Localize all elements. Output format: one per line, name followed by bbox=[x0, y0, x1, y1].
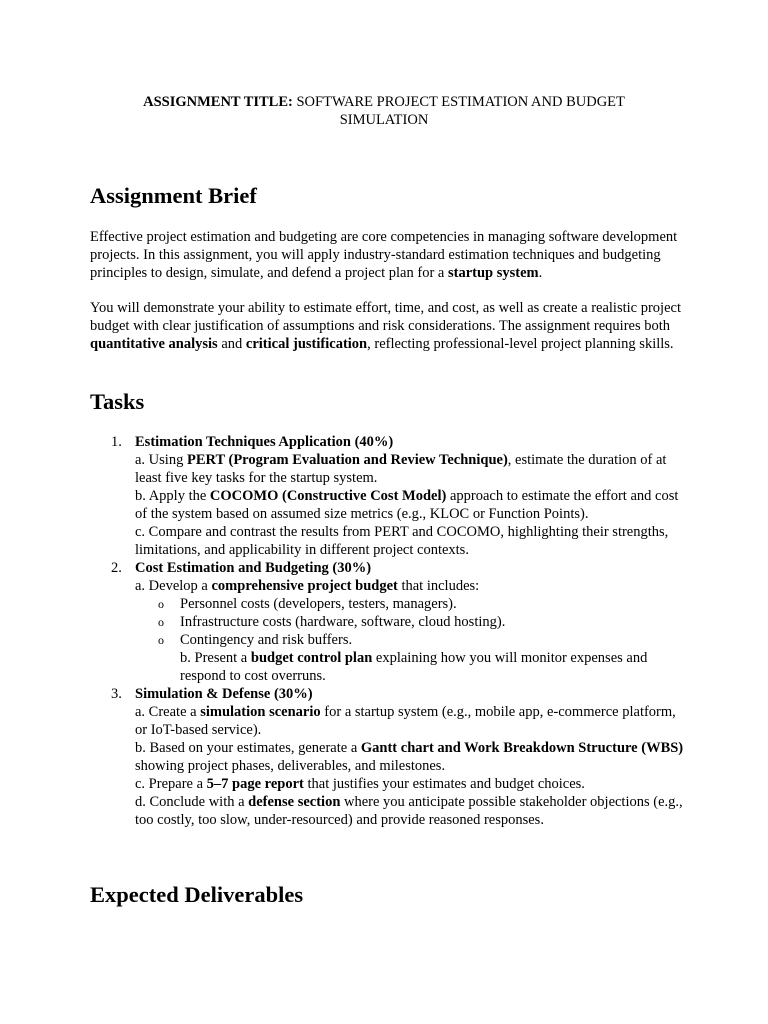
assignment-title-text: SOFTWARE PROJECT ESTIMATION AND BUDGET SIMULATION bbox=[296, 94, 625, 128]
expected-deliverables-heading: Expected Deliverables bbox=[90, 882, 304, 907]
task-item-3 bbox=[90, 685, 690, 829]
text-run: b. Based on your estimates, generate a bbox=[135, 740, 361, 756]
tasks-list bbox=[90, 433, 690, 829]
task-title: Cost Estimation and Budgeting (30%) bbox=[135, 560, 372, 576]
task-1-item-b bbox=[135, 487, 690, 523]
text-run: where you anticipate possible stakeholder objections (e.g., too costly, too slow, under-resourced) and provide reasoned responses. bbox=[135, 794, 683, 828]
text-run: c. Prepare a bbox=[135, 776, 207, 792]
text-run: b. Present a bbox=[180, 650, 251, 666]
task-item-1 bbox=[90, 433, 690, 559]
list-item bbox=[135, 613, 690, 631]
task-1-item-a bbox=[135, 451, 690, 487]
bullet-text: Personnel costs (developers, testers, managers). bbox=[180, 596, 457, 612]
brief-p2-and: and bbox=[217, 336, 246, 352]
text-run: a. Create a bbox=[135, 704, 201, 720]
text-run: b. Apply the bbox=[135, 488, 210, 504]
text-run: showing project phases, deliverables, and milestones. bbox=[135, 758, 446, 774]
text-run: explaining how you will monitor expenses and respond to cost overruns. bbox=[180, 650, 648, 684]
text-run: d. Conclude with a bbox=[135, 794, 249, 810]
text-run: approach to estimate the effort and cost of the system based on assumed size metrics (e.g., KLOC or Function Points). bbox=[135, 488, 679, 522]
assignment-brief-heading: Assignment Brief bbox=[90, 183, 257, 208]
task-2-item-a bbox=[135, 577, 690, 595]
assignment-title-label: ASSIGNMENT TITLE: bbox=[143, 94, 293, 110]
task-2-item-b bbox=[135, 649, 690, 685]
brief-p2-text: You will demonstrate your ability to estimate effort, time, and cost, as well as create a realistic project budget with clear justification of assumptions and risk considerations. The assignment requires both bbox=[90, 300, 681, 334]
budget-bullet-list bbox=[135, 595, 690, 649]
task-3-item-c bbox=[135, 775, 690, 793]
task-3-item-a bbox=[135, 703, 690, 739]
bold-run: COCOMO (Constructive Cost Model) bbox=[209, 488, 447, 504]
task-3-item-b bbox=[135, 739, 690, 775]
brief-p2-bold-1: quantitative analysis bbox=[90, 336, 218, 352]
task-item-2 bbox=[90, 559, 690, 685]
list-item bbox=[135, 595, 690, 613]
tasks-heading: Tasks bbox=[90, 389, 145, 414]
brief-p2-end: , reflecting professional-level project planning skills. bbox=[367, 336, 674, 352]
text-run: that justifies your estimates and budget choices. bbox=[303, 776, 585, 792]
task-title: Estimation Techniques Application (40%) bbox=[135, 434, 394, 450]
task-number: 3. bbox=[111, 686, 122, 702]
bold-run: budget control plan bbox=[250, 650, 373, 666]
task-number: 1. bbox=[111, 434, 122, 450]
brief-p1-text: Effective project estimation and budgeting are core competencies in managing software development projects. In this assignment, you will apply industry-standard estimation techniques and budgeting principles to design, simulate, and defend a project plan for a bbox=[90, 229, 678, 281]
bold-run: comprehensive project budget bbox=[211, 578, 398, 594]
bullet-icon: o bbox=[158, 597, 164, 611]
brief-p2-bold-2: critical justification bbox=[245, 336, 368, 352]
text-run: a. Develop a bbox=[135, 578, 212, 594]
bold-run: Gantt chart and Work Breakdown Structure (WBS) bbox=[360, 740, 684, 756]
brief-p1-end: . bbox=[538, 265, 543, 281]
bold-run: simulation scenario bbox=[200, 704, 321, 720]
bold-run: defense section bbox=[248, 794, 341, 810]
text-run: that includes: bbox=[397, 578, 480, 594]
task-1-item-c: c. Compare and contrast the results from PERT and COCOMO, highlighting their strengths, limitations, and applicability in different project contexts. bbox=[135, 524, 669, 558]
bullet-text: Contingency and risk buffers. bbox=[180, 632, 353, 648]
task-3-item-d bbox=[135, 793, 690, 829]
text-run: a. Using bbox=[135, 452, 187, 468]
bullet-icon: o bbox=[158, 633, 164, 647]
brief-paragraph-2 bbox=[90, 299, 690, 353]
bold-run: PERT (Program Evaluation and Review Technique) bbox=[186, 452, 508, 468]
bullet-icon: o bbox=[158, 615, 164, 629]
bold-run: 5–7 page report bbox=[206, 776, 304, 792]
brief-paragraph-1 bbox=[90, 228, 690, 282]
text-run: , estimate the duration of at least five key tasks for the startup system. bbox=[135, 452, 667, 486]
bullet-text: Infrastructure costs (hardware, software, cloud hosting). bbox=[180, 614, 506, 630]
text-run: for a startup system (e.g., mobile app, e-commerce platform, or IoT-based service). bbox=[135, 704, 676, 738]
list-item bbox=[135, 631, 690, 649]
assignment-title bbox=[120, 93, 648, 129]
task-number: 2. bbox=[111, 560, 122, 576]
brief-p1-bold: startup system bbox=[447, 265, 539, 281]
task-title: Simulation & Defense (30%) bbox=[135, 686, 313, 702]
